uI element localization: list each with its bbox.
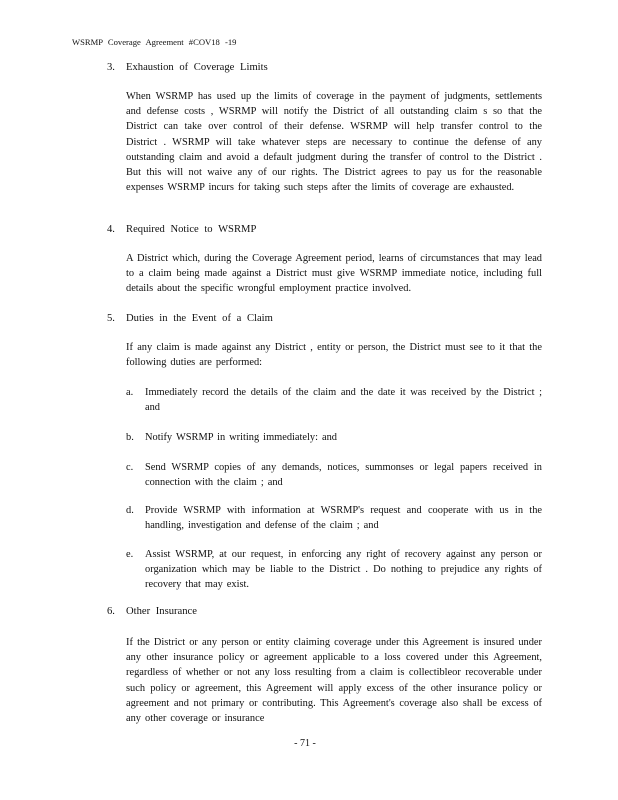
- section-number: 4.: [107, 224, 115, 235]
- document-header: WSRMP Coverage Agreement #COV18 -19: [72, 37, 237, 47]
- list-item-letter: d.: [126, 505, 134, 516]
- section-number: 3.: [107, 62, 115, 73]
- section-4-paragraph: A District which, during the Coverage Agreement period, learns of circumstances that may lead to a claim being made against a District must give WSRMP immediate notice, including full details about the specific wrongful employment practice involved.: [126, 253, 542, 295]
- page-number: - 71 -: [294, 738, 316, 749]
- section-3-heading: [107, 62, 268, 73]
- list-item: [126, 385, 542, 415]
- list-item-letter: a.: [126, 387, 134, 398]
- list-item-text: Notify WSRMP in writing immediately: and: [145, 432, 338, 443]
- section-number: 6.: [107, 606, 115, 617]
- list-item: [126, 547, 542, 593]
- list-item-letter: e.: [126, 549, 134, 560]
- section-5-heading: [107, 313, 273, 324]
- section-5-paragraph: If any claim is made against any District , entity or person, the District must see to it that the following duties are performed:: [126, 342, 542, 369]
- list-item-text: Assist WSRMP, at our request, in enforcing any right of recovery against any person or organization which may be liable to the District . Do nothing to prejudice any rights of recovery that may exist.: [145, 549, 542, 591]
- list-item-letter: c.: [126, 462, 134, 473]
- section-title: Exhaustion of Coverage Limits: [126, 62, 268, 73]
- section-title: Required Notice to WSRMP: [126, 224, 257, 235]
- section-3-paragraph: When WSRMP has used up the limits of coverage in the payment of judgments, settlements and defense costs , WSRMP will notify the District of all outstanding claim s so that the District can take over control of their defense. WSRMP will help transfer control to the District . WSRMP will take whatever steps are necessary to continue the defense of any outstanding claim and avoid a default judgment during the transfer of control to the District . But this will not waive any of our rights. The District agrees to pay us for the reasonable expenses WSRMP incurs for taking such steps after the limits of coverage are exhausted.: [126, 91, 542, 194]
- section-6-heading: [107, 606, 197, 617]
- section-4-heading: [107, 224, 256, 235]
- section-number: 5.: [107, 313, 115, 324]
- list-item: [126, 460, 542, 490]
- list-item-text: Immediately record the details of the claim and the date it was received by the District ; and: [145, 387, 542, 414]
- section-title: Other Insurance: [126, 606, 197, 617]
- section-6-paragraph: If the District or any person or entity claiming coverage under this Agreement is insured under any other insurance policy or agreement applicable to a loss covered under this Agreement, regardless of whether or not any loss resulting from a claim is collectibleor recoverable under such policy or agreement, this Agreement will apply excess of the other insurance policy or agreement and not primary or contributing. This Agreement's coverage also shall be excess of any other coverage or insurance: [126, 637, 542, 725]
- list-item-text: Provide WSRMP with information at WSRMP's request and cooperate with us in the handling, investigation and defense of the claim ; and: [145, 505, 542, 532]
- list-item-text: Send WSRMP copies of any demands, notices, summonses or legal papers received in connection with the claim ; and: [145, 462, 542, 489]
- list-item: [126, 430, 542, 445]
- list-item: [126, 503, 542, 533]
- section-title: Duties in the Event of a Claim: [126, 313, 273, 324]
- list-item-letter: b.: [126, 432, 134, 443]
